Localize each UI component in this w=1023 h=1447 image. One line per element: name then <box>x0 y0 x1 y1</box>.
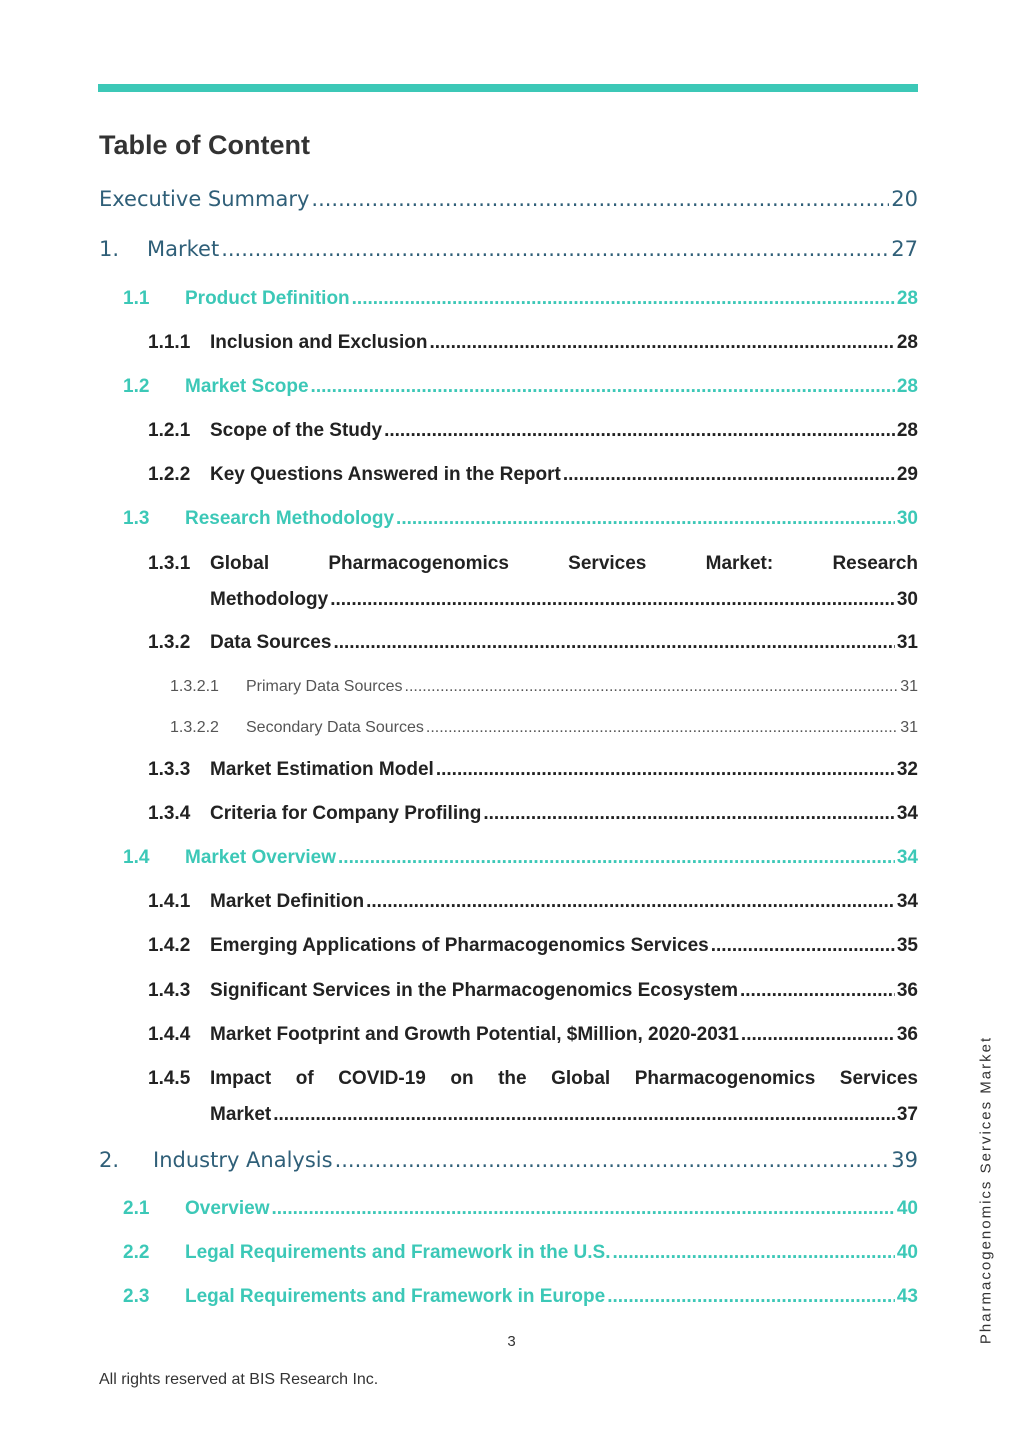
toc-entry-1-4-4[interactable] <box>148 1024 918 1046</box>
toc-label: Legal Requirements and Framework in Europe <box>185 1286 606 1307</box>
toc-entry-2-1[interactable] <box>123 1198 918 1220</box>
toc-page: 43 <box>896 1286 918 1307</box>
toc-label-line2: Methodology <box>210 589 329 610</box>
toc-number: 1.3 <box>123 508 150 529</box>
toc-number: 1.4.3 <box>148 980 191 1001</box>
toc-label: Criteria for Company Profiling <box>210 803 482 824</box>
toc-leader <box>335 1148 890 1172</box>
toc-page: 40 <box>896 1242 918 1263</box>
toc-number: 1.4.4 <box>148 1024 191 1045</box>
toc-entry-1[interactable] <box>99 237 918 261</box>
toc-number: 1.1 <box>123 288 150 309</box>
toc-entry-1-4-3[interactable] <box>148 980 918 1002</box>
toc-page: 31 <box>900 719 918 736</box>
toc-label: Market Estimation Model <box>210 759 434 780</box>
toc-leader <box>483 803 895 825</box>
toc-entry-1-3-4[interactable] <box>148 803 918 825</box>
toc-entry-1-4-2[interactable] <box>148 935 918 957</box>
toc-label-line1: Global Pharmacogenomics Services Market: Research <box>210 553 918 574</box>
toc-entry-1-2[interactable] <box>123 376 918 398</box>
toc-page: 37 <box>896 1104 918 1125</box>
toc-leader <box>711 935 895 957</box>
toc-number: 1.3.2.2 <box>170 719 219 736</box>
toc-entry-1-3-2[interactable] <box>148 632 918 654</box>
toc-entry-1-4-1[interactable] <box>148 891 918 913</box>
toc-leader <box>405 678 899 696</box>
toc-entry-2[interactable] <box>99 1148 918 1172</box>
toc-label-line1: Impact of COVID-19 on the Global Pharmacogenomics Services <box>210 1068 918 1089</box>
toc-entry-1-3-2-2[interactable] <box>170 719 918 737</box>
toc-label: Market Definition <box>210 891 365 912</box>
side-running-title: Pharmacogenomics Services Market <box>977 1035 995 1345</box>
toc-entry-2-2[interactable] <box>123 1242 918 1264</box>
toc-number: 2.1 <box>123 1198 150 1219</box>
toc-label-line2: Market <box>210 1104 272 1125</box>
toc-leader <box>741 1024 895 1046</box>
toc-page: 30 <box>896 508 918 529</box>
toc-label: Market Footprint and Growth Potential, $Million, 2020-2031 <box>210 1024 739 1045</box>
toc-leader <box>338 847 895 869</box>
toc-label: Market <box>147 237 220 261</box>
footer-copyright: All rights reserved at BIS Research Inc. <box>99 1371 379 1388</box>
toc-label: Primary Data Sources <box>246 678 403 695</box>
toc-label: Secondary Data Sources <box>246 719 424 736</box>
toc-leader <box>311 187 889 211</box>
toc-page: 28 <box>896 288 918 309</box>
toc-entry-1-3-3[interactable] <box>148 759 918 781</box>
toc-page: 31 <box>900 678 918 695</box>
toc-number: 1.2 <box>123 376 150 397</box>
toc-leader <box>384 420 895 442</box>
toc-leader <box>436 759 895 781</box>
toc-number: 2.2 <box>123 1242 150 1263</box>
toc-label: Market Scope <box>185 376 309 397</box>
toc-leader <box>613 1242 895 1264</box>
toc-leader <box>426 719 898 737</box>
toc-leader <box>311 376 895 398</box>
toc-page: 28 <box>896 420 918 441</box>
toc-page: 36 <box>896 1024 918 1045</box>
toc-leader <box>396 508 895 530</box>
toc-number: 2.3 <box>123 1286 150 1307</box>
toc-page: 32 <box>896 759 918 780</box>
toc-label: Overview <box>185 1198 270 1219</box>
toc-number: 1.4.5 <box>148 1068 191 1089</box>
toc-number: 1.3.2 <box>148 632 191 653</box>
page-number: 3 <box>507 1333 516 1350</box>
toc-leader <box>330 589 895 611</box>
toc-entry-1-3-1[interactable] <box>148 553 918 611</box>
toc-leader <box>273 1104 895 1126</box>
toc-number: 1.2.2 <box>148 464 191 485</box>
toc-page: 20 <box>891 187 918 211</box>
toc-label: Key Questions Answered in the Report <box>210 464 561 485</box>
toc-leader <box>272 1198 895 1220</box>
toc-label: Scope of the Study <box>210 420 383 441</box>
toc-leader <box>333 632 894 654</box>
toc-number: 1.3.2.1 <box>170 678 219 695</box>
toc-leader <box>563 464 895 486</box>
toc-label: Inclusion and Exclusion <box>210 332 428 353</box>
toc-leader <box>607 1286 895 1308</box>
toc-page: 39 <box>891 1148 918 1172</box>
toc-page: 28 <box>896 332 918 353</box>
toc-label: Product Definition <box>185 288 350 309</box>
toc-label: Market Overview <box>185 847 337 868</box>
toc-label: Industry Analysis <box>153 1148 333 1172</box>
toc-entry-executive-summary[interactable] <box>99 187 918 211</box>
toc-page: 36 <box>896 980 918 1001</box>
toc-page: 31 <box>896 632 918 653</box>
toc-leader <box>429 332 894 354</box>
toc-number: 1.4.2 <box>148 935 191 956</box>
toc-page: 30 <box>896 589 918 610</box>
toc-leader <box>352 288 895 310</box>
toc-entry-2-3[interactable] <box>123 1286 918 1308</box>
toc-number: 2. <box>99 1148 120 1172</box>
toc-number: 1.3.3 <box>148 759 191 780</box>
toc-page: 35 <box>896 935 918 956</box>
toc-leader <box>221 237 889 261</box>
toc-label: Legal Requirements and Framework in the U.S. <box>185 1242 611 1263</box>
toc-page: 34 <box>896 891 918 912</box>
page-title: Table of Content <box>99 130 310 160</box>
toc-number: 1. <box>99 237 120 261</box>
toc-leader <box>740 980 895 1002</box>
toc-number: 1.3.1 <box>148 553 191 574</box>
toc-entry-1-2-2[interactable] <box>148 464 918 486</box>
toc-label: Research Methodology <box>185 508 395 529</box>
toc-number: 1.2.1 <box>148 420 191 441</box>
toc-page: 34 <box>896 847 918 868</box>
toc-number: 1.1.1 <box>148 332 191 353</box>
toc-label: Data Sources <box>210 632 332 653</box>
toc-number: 1.3.4 <box>148 803 191 824</box>
toc-number: 1.4.1 <box>148 891 191 912</box>
toc-entry-1-1[interactable] <box>123 288 918 310</box>
toc-number: 1.4 <box>123 847 150 868</box>
toc-label: Executive Summary <box>99 187 310 211</box>
toc-entry-1-4-5[interactable] <box>148 1068 918 1126</box>
toc-leader <box>366 891 895 913</box>
toc-entry-1-3-2-1[interactable] <box>170 678 918 696</box>
toc-entry-1-4[interactable] <box>123 847 918 869</box>
toc-label: Emerging Applications of Pharmacogenomics Services <box>210 935 709 956</box>
toc-page: 28 <box>896 376 918 397</box>
toc-page: 40 <box>896 1198 918 1219</box>
toc-entry-1-3[interactable] <box>123 508 918 530</box>
toc-page: 29 <box>896 464 918 485</box>
toc-label: Significant Services in the Pharmacogenomics Ecosystem <box>210 980 738 1001</box>
toc-page: 34 <box>896 803 918 824</box>
toc-entry-1-1-1[interactable] <box>148 332 918 354</box>
toc-page: 27 <box>891 237 918 261</box>
toc-entry-1-2-1[interactable] <box>148 420 918 442</box>
